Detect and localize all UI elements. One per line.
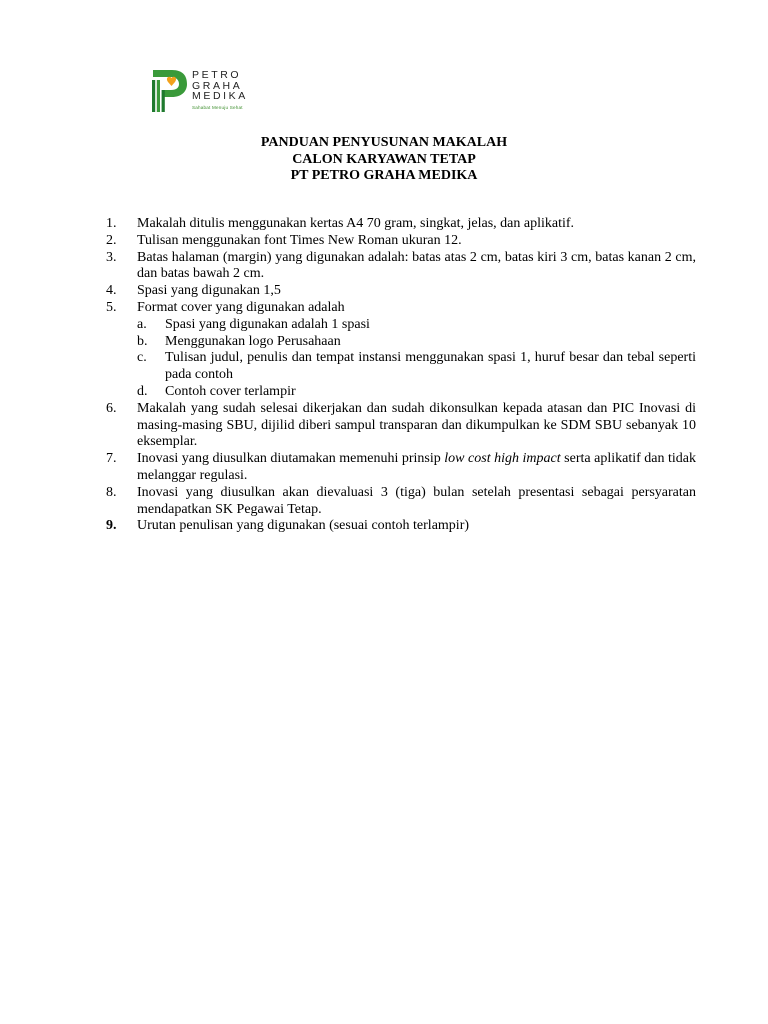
sub-item-letter: d.: [137, 383, 148, 399]
list-item-7: [106, 451, 696, 485]
item-number: 9.: [106, 518, 117, 534]
item-text: Urutan penulisan yang digunakan (sesuai contoh terlampir): [137, 518, 470, 534]
list-item-3: [106, 250, 696, 284]
title-line-2: CALON KARYAWAN TETAP: [292, 151, 476, 167]
list-item-4: [106, 283, 696, 300]
item-number: 4.: [106, 283, 117, 299]
item-text-end: serta aplikatif dan tidak melanggar regulasi.: [137, 451, 697, 483]
item-text-start: Inovasi yang diusulkan diutamakan memenuhi prinsip: [137, 451, 445, 467]
item-number: 7.: [106, 451, 117, 467]
item-text: Spasi yang digunakan 1,5: [137, 283, 281, 299]
item-text: Format cover yang digunakan adalah: [137, 299, 345, 315]
logo-tagline: Sahabat Menuju Sehat: [192, 104, 243, 110]
item-number: 5.: [106, 299, 117, 315]
list-item-9: [106, 518, 696, 535]
sub-item-text: Contoh cover terlampir: [165, 383, 296, 399]
item-text: Inovasi yang diusulkan akan dievaluasi 3 (tiga) bulan setelah presentasi sebagai persyaratan mendapatkan SK Pegawai Tetap.: [137, 484, 696, 517]
sub-item-a: [106, 317, 696, 334]
item-text: Makalah ditulis menggunakan kertas A4 70 gram, singkat, jelas, dan aplikatif.: [137, 216, 575, 231]
item-text: [137, 451, 696, 485]
item-number: 2.: [106, 232, 117, 248]
list-item-5: [106, 300, 696, 317]
title-line-3: PT PETRO GRAHA MEDIKA: [290, 168, 478, 183]
title-line-1: PANDUAN PENYUSUNAN MAKALAH: [260, 135, 508, 150]
logo-line-2: GRAHA: [192, 79, 243, 92]
sub-item-letter: c.: [137, 350, 147, 366]
list-item-8: [106, 485, 696, 519]
guideline-list: [106, 216, 696, 535]
sub-item-b: [106, 334, 696, 351]
sub-item-d: [106, 384, 696, 401]
sub-item-letter: b.: [137, 333, 148, 349]
item-number: 6.: [106, 400, 117, 416]
item-text: Batas halaman (margin) yang digunakan adalah: batas atas 2 cm, batas kiri 3 cm, batas kanan 2 cm, dan batas bawah 2 cm.: [137, 249, 696, 282]
sub-item-text: Tulisan judul, penulis dan tempat instansi menggunakan spasi 1, huruf besar dan tebal seperti pada contoh: [165, 350, 696, 383]
item-number: 1.: [106, 216, 117, 231]
sub-item-letter: a.: [137, 316, 147, 332]
sub-item-text: Menggunakan logo Perusahaan: [165, 333, 341, 349]
item-number: 3.: [106, 249, 117, 265]
logo-line-1: PETRO: [192, 70, 242, 81]
logo-line-3: MEDIKA: [192, 90, 248, 102]
item-number: 8.: [106, 484, 117, 500]
item-text: Tulisan menggunakan font Times New Roman ukuran 12.: [137, 232, 462, 248]
list-item-2: [106, 233, 696, 250]
logo-mark-icon: [150, 64, 190, 116]
list-item-6: [106, 401, 696, 451]
sub-item-c: [106, 350, 696, 384]
logo-wordmark: [192, 70, 250, 110]
company-logo: [150, 64, 250, 116]
item-text: Makalah yang sudah selesai dikerjakan dan sudah dikonsulkan kepada atasan dan PIC Inovasi di masing-masing SBU, dijilid diberi sampul transparan dan dikumpulkan ke SDM SBU sebanyak 10 eksemplar.: [137, 400, 696, 450]
item-text-italic: low cost high impact: [444, 451, 561, 467]
document-title: [0, 135, 768, 185]
list-item-1: [106, 216, 696, 233]
sub-item-text: Spasi yang digunakan adalah 1 spasi: [165, 316, 370, 332]
